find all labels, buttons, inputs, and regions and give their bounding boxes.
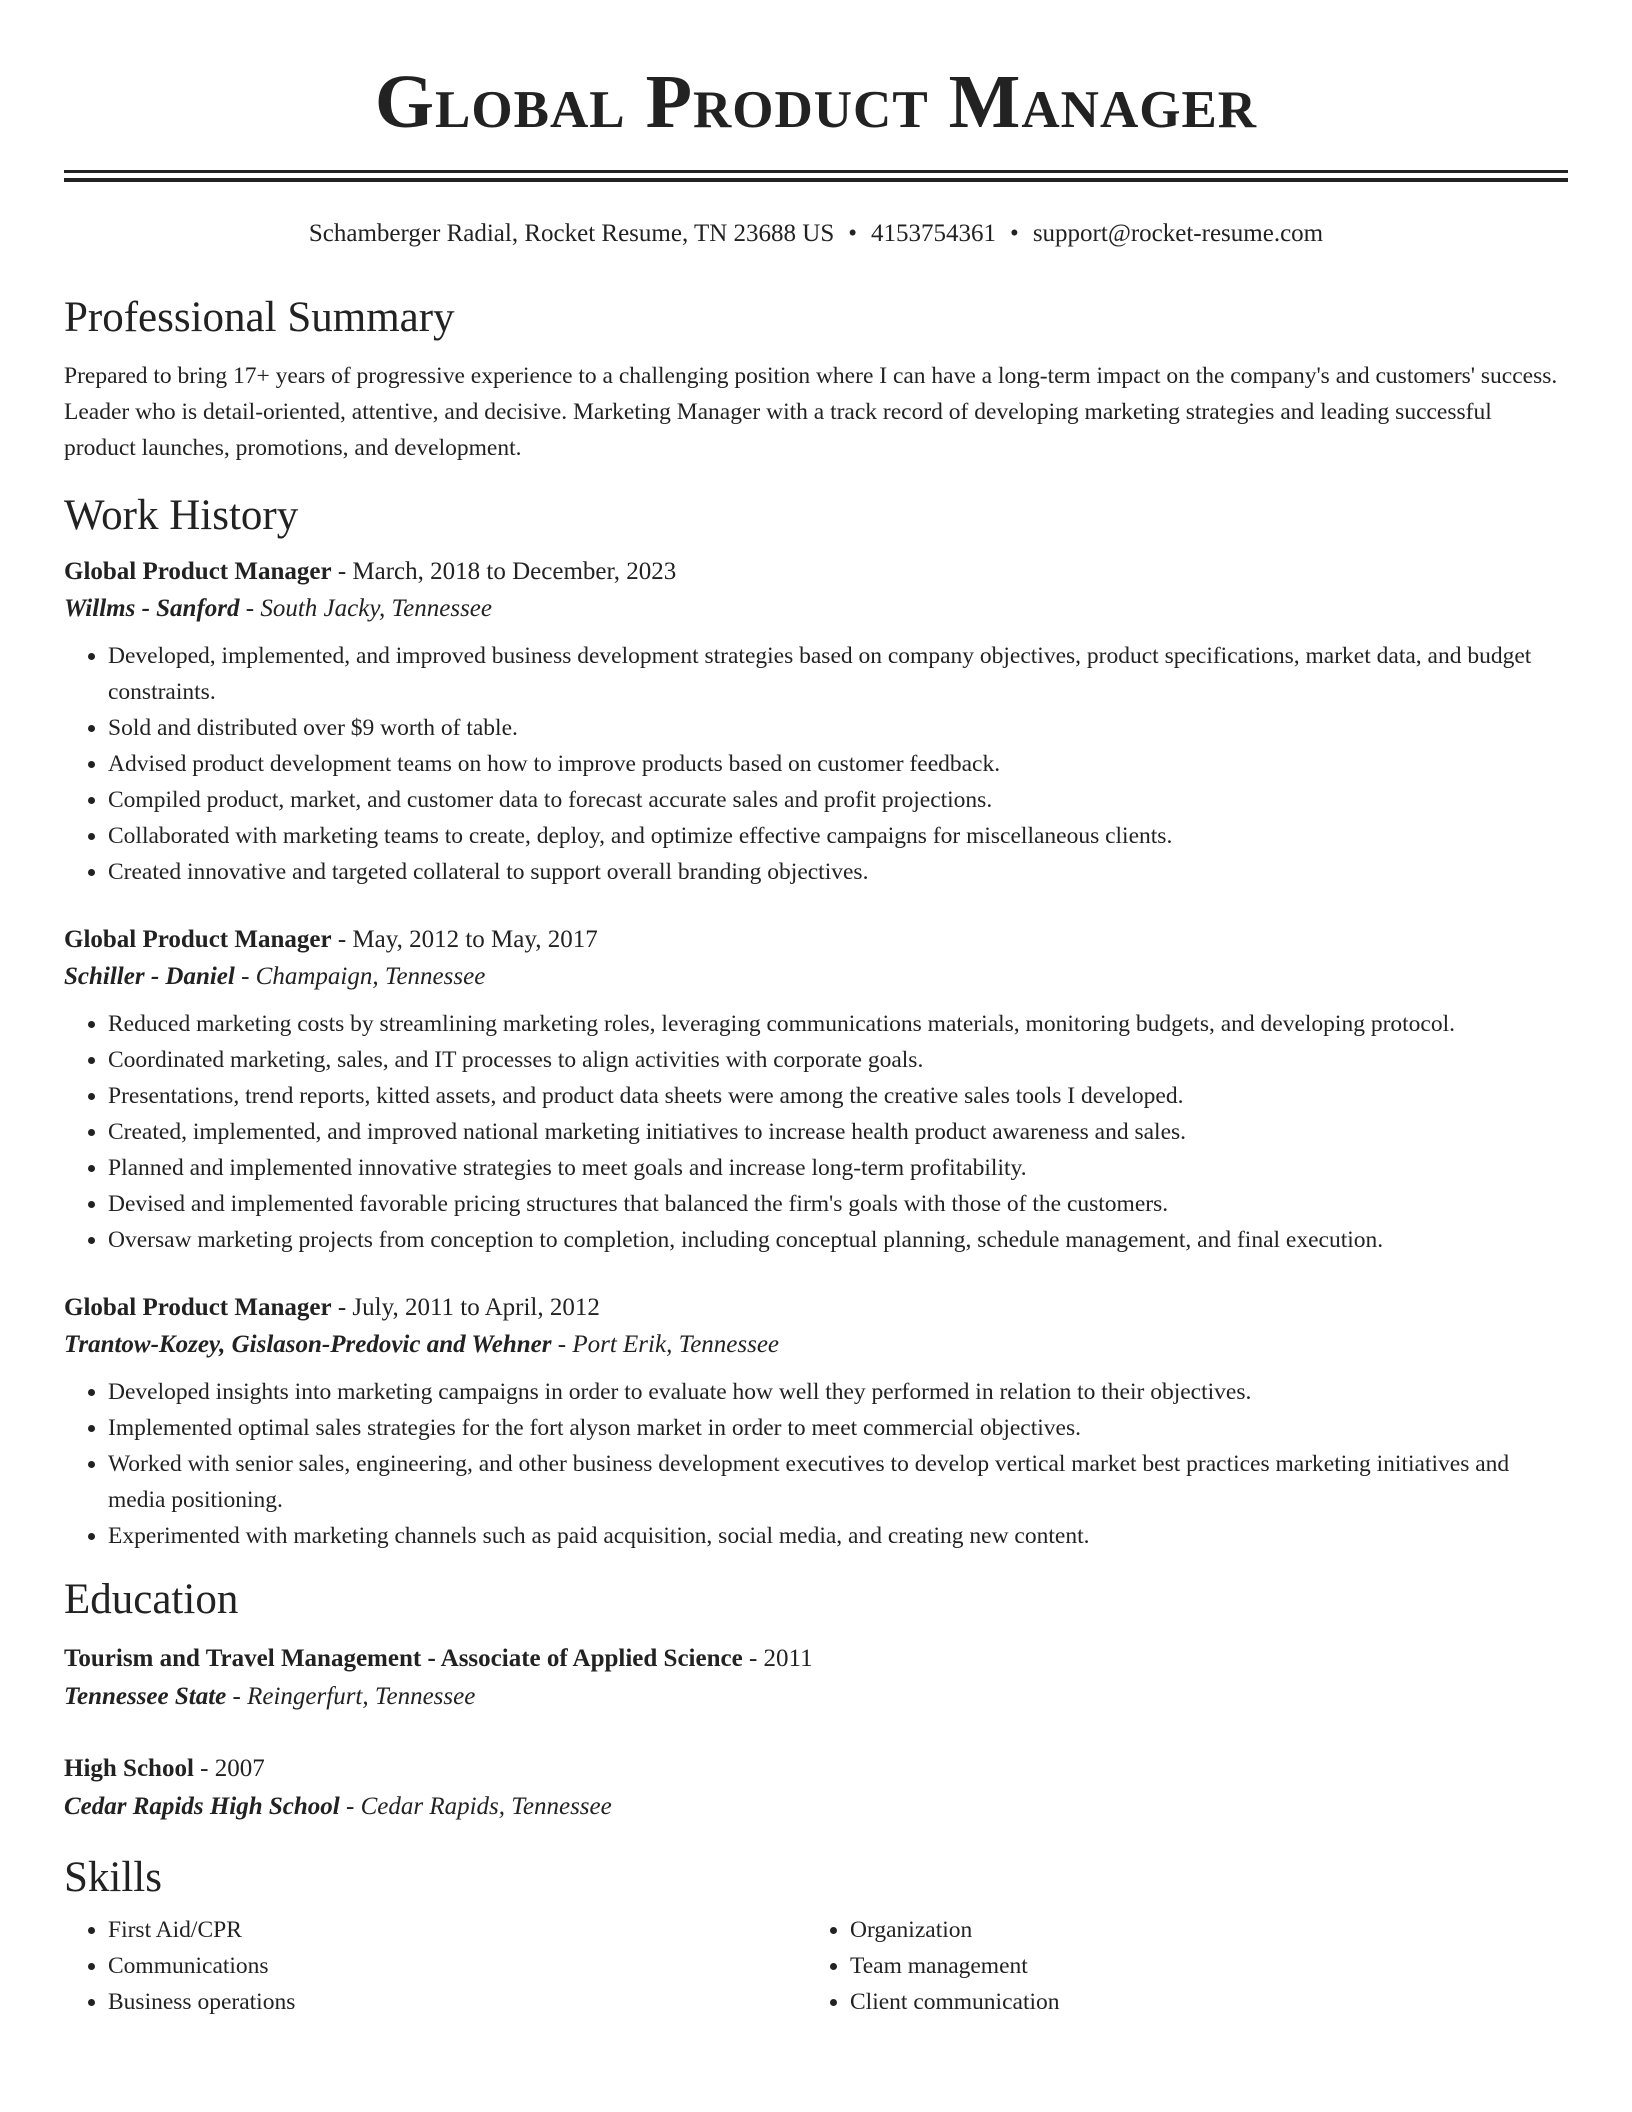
education-year: - 2007 [193,1755,265,1782]
education-degree: High School [64,1755,194,1782]
list-item: • Coordinated marketing, sales, and IT processes to align activities with corporate goals. [108,1042,1568,1078]
list-item: • Reduced marketing costs by streamlining marketing roles, leveraging communications materials, monitoring budgets, and developing protocol. [108,1006,1568,1042]
job-company-line [64,1326,1568,1364]
job-entry [64,1290,1568,1554]
education-year: - 2011 [742,1645,813,1672]
education-entry [64,1640,1568,1716]
list-item: • Organization [850,1912,1548,1948]
contact-line [64,218,1568,250]
job-entry [64,922,1568,1258]
education-degree-line [64,1750,1568,1788]
summary-text: Prepared to bring 17+ years of progressive experience to a challenging position where I can have a long-term impact on the company's and customers' success. Leader who is detail-oriented, attentive, and decisive. Marketing Manager with a track record of developing marketing strategies and leading successful product launches, promotions, and development. [64,363,1558,461]
list-item: • Planned and implemented innovative strategies to meet goals and increase long-term profitability. [108,1150,1568,1186]
list-item: • Presentations, trend reports, kitted assets, and product data sheets were among the creative sales tools I developed. [108,1078,1568,1114]
job-location: - Champaign, Tennessee [234,963,486,990]
list-item: • Client communication [850,1984,1548,2020]
list-item: • Advised product development teams on how to improve products based on customer feedback. [108,746,1568,782]
contact-separator: • [848,220,858,247]
section-title-skills: Skills [64,1854,162,1901]
education-location: - Reingerfurt, Tennessee [226,1683,476,1710]
list-item: • Collaborated with marketing teams to create, deploy, and optimize effective campaigns for miscellaneous clients. [108,818,1568,854]
list-item: • Worked with senior sales, engineering, and other business development executives to develop vertical market best practices marketing initiatives and media positioning. [108,1446,1568,1518]
section-title-summary: Professional Summary [64,294,455,341]
job-title-line [64,1290,1568,1326]
list-item: • Communications [108,1948,806,1984]
job-dates: - May, 2012 to May, 2017 [331,926,598,953]
list-item: • Devised and implemented favorable pricing structures that balanced the firm's goals with those of the customers. [108,1186,1568,1222]
list-item: • Team management [850,1948,1548,1984]
job-dates: - March, 2018 to December, 2023 [331,558,677,585]
education-school: Tennessee State [64,1683,227,1710]
job-company-line [64,958,1568,996]
job-location: - South Jacky, Tennessee [239,595,492,622]
skills-column-left [64,1912,806,2020]
job-company: Willms - Sanford [64,595,240,622]
job-entry [64,554,1568,890]
skills-list [806,1912,1548,2020]
education-degree-line [64,1640,1568,1678]
list-item: • Business operations [108,1984,806,2020]
section-title-education: Education [64,1576,239,1623]
job-title-line [64,922,1568,958]
education-school-line [64,1788,1568,1826]
job-company: Trantow-Kozey, Gislason-Predovic and Wehner [64,1331,552,1358]
contact-phone: 4153754361 [871,220,997,247]
list-item: • Sold and distributed over $9 worth of table. [108,710,1568,746]
education-school-line [64,1678,1568,1716]
job-dates: - July, 2011 to April, 2012 [331,1294,600,1321]
job-title: Global Product Manager [64,1294,332,1321]
job-title: Global Product Manager [64,926,332,953]
list-item: • Developed, implemented, and improved business development strategies based on company objectives, product specifications, market data, and budget constraints. [108,638,1568,710]
list-item: • First Aid/CPR [108,1912,806,1948]
job-company: Schiller - Daniel [64,963,235,990]
resume-name: Global Product Manager [374,60,1258,144]
list-item: • Created innovative and targeted collateral to support overall branding objectives. [108,854,1568,890]
job-company-line [64,590,1568,628]
contact-address: Schamberger Radial, Rocket Resume, TN 23688 US [308,220,835,247]
skills-column-right [806,1912,1548,2020]
list-item: • Implemented optimal sales strategies for the fort alyson market in order to meet commercial objectives. [108,1410,1568,1446]
job-bullets [64,1006,1568,1258]
list-item: • Developed insights into marketing campaigns in order to evaluate how well they performed in relation to their objectives. [108,1374,1568,1410]
section-title-work-history: Work History [64,492,299,539]
job-bullets [64,1374,1568,1554]
header-divider [64,170,1568,182]
job-title: Global Product Manager [64,558,332,585]
education-entry [64,1750,1568,1826]
contact-separator: • [1010,220,1019,247]
skills-grid [64,1912,1568,2020]
list-item: • Compiled product, market, and customer data to forecast accurate sales and profit projections. [108,782,1568,818]
education-location: - Cedar Rapids, Tennessee [339,1793,612,1820]
job-bullets [64,638,1568,890]
list-item: • Oversaw marketing projects from conception to completion, including conceptual planning, schedule management, and final execution. [108,1222,1568,1258]
education-degree: Tourism and Travel Management - Associate of Applied Science [64,1645,743,1672]
skills-list [64,1912,806,2020]
list-item: • Experimented with marketing channels such as paid acquisition, social media, and creating new content. [108,1518,1568,1554]
education-school: Cedar Rapids High School [64,1793,340,1820]
contact-email: support@rocket-resume.com [1032,220,1324,247]
list-item: • Created, implemented, and improved national marketing initiatives to increase health product awareness and sales. [108,1114,1568,1150]
job-title-line [64,554,1568,590]
job-location: - Port Erik, Tennessee [551,1331,780,1358]
